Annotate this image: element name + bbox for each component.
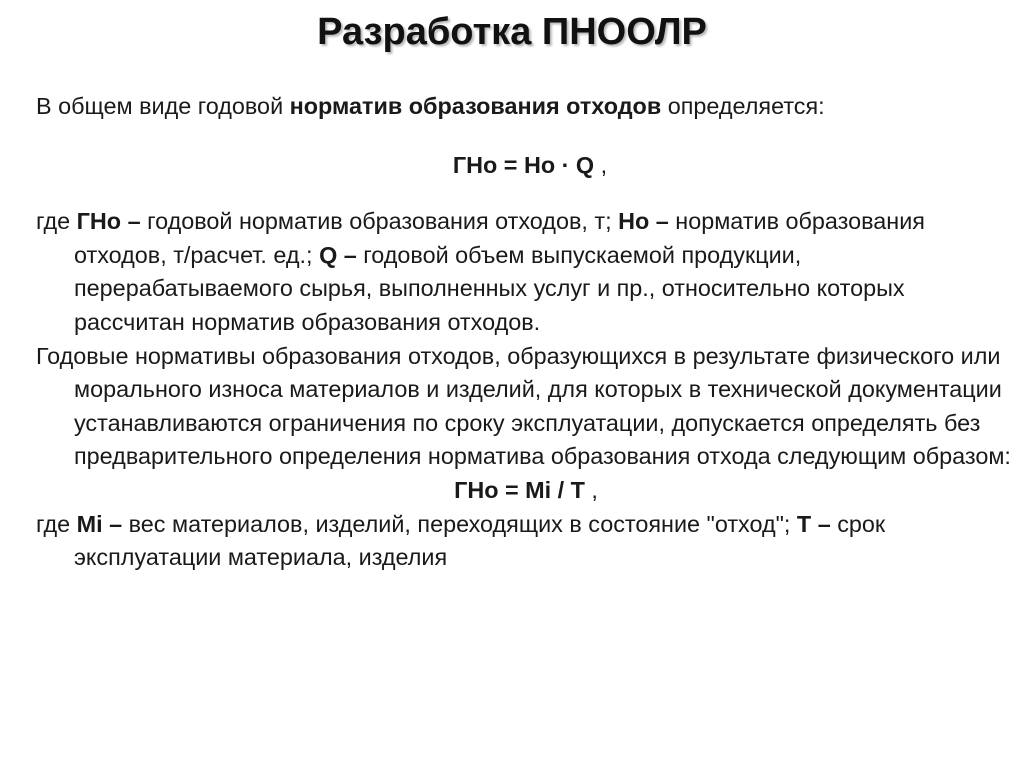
def1-term-no: Но – — [618, 208, 669, 235]
formula-wear-norm-expression: ГНо = Мi / Т — [454, 476, 585, 503]
def1-lead: где — [36, 208, 77, 235]
def1-term-gno: ГНо – — [76, 208, 141, 235]
formula-annual-norm — [36, 149, 1020, 183]
slide-title: Разработка ПНООЛР — [317, 11, 707, 53]
wear-norms-paragraph: Годовые нормативы образования отходов, образующихся в результате физического или морального износа материалов и изделий, для которых в технической документации устанавливаются ограничения по сроку эксплуатации, допускается определять без предварительного определения норматива образования отхода следующим образом: — [36, 342, 1011, 470]
def2-lead: где — [36, 510, 77, 537]
formula-annual-norm-suffix: , — [594, 151, 608, 178]
def2-term-mi: Мi – — [76, 510, 123, 537]
definitions-paragraph-2 — [36, 508, 1016, 575]
formula-wear-norm — [36, 474, 1016, 508]
definitions-paragraph-1 — [36, 205, 1016, 339]
def1-desc-q: годовой объем выпускаемой продукции, перерабатываемого сырья, выполненных услуг и пр., относительно которых рассчитан норматив образования отходов. — [74, 241, 905, 335]
intro-text-after: определяется: — [661, 93, 825, 119]
intro-text-before: В общем виде годовой — [36, 93, 290, 119]
intro-paragraph — [36, 90, 1016, 124]
def1-term-q: Q – — [319, 241, 357, 268]
formula-wear-norm-suffix: , — [584, 476, 598, 503]
def2-desc-mi: вес материалов, изделий, переходящих в состояние "отход"; — [122, 510, 797, 537]
def1-desc-no: норматив образования отходов, т/расчет. ед.; — [74, 208, 925, 268]
def2-desc-t: срок эксплуатации материала, изделия — [74, 510, 886, 571]
def2-term-t: Т – — [796, 510, 831, 537]
intro-term-bold: норматив образования отходов — [289, 93, 662, 119]
def1-desc-gno: годовой норматив образования отходов, т; — [140, 208, 619, 235]
formula-annual-norm-expression: ГНо = Но · Q — [452, 151, 595, 178]
slide-body — [36, 90, 1016, 575]
